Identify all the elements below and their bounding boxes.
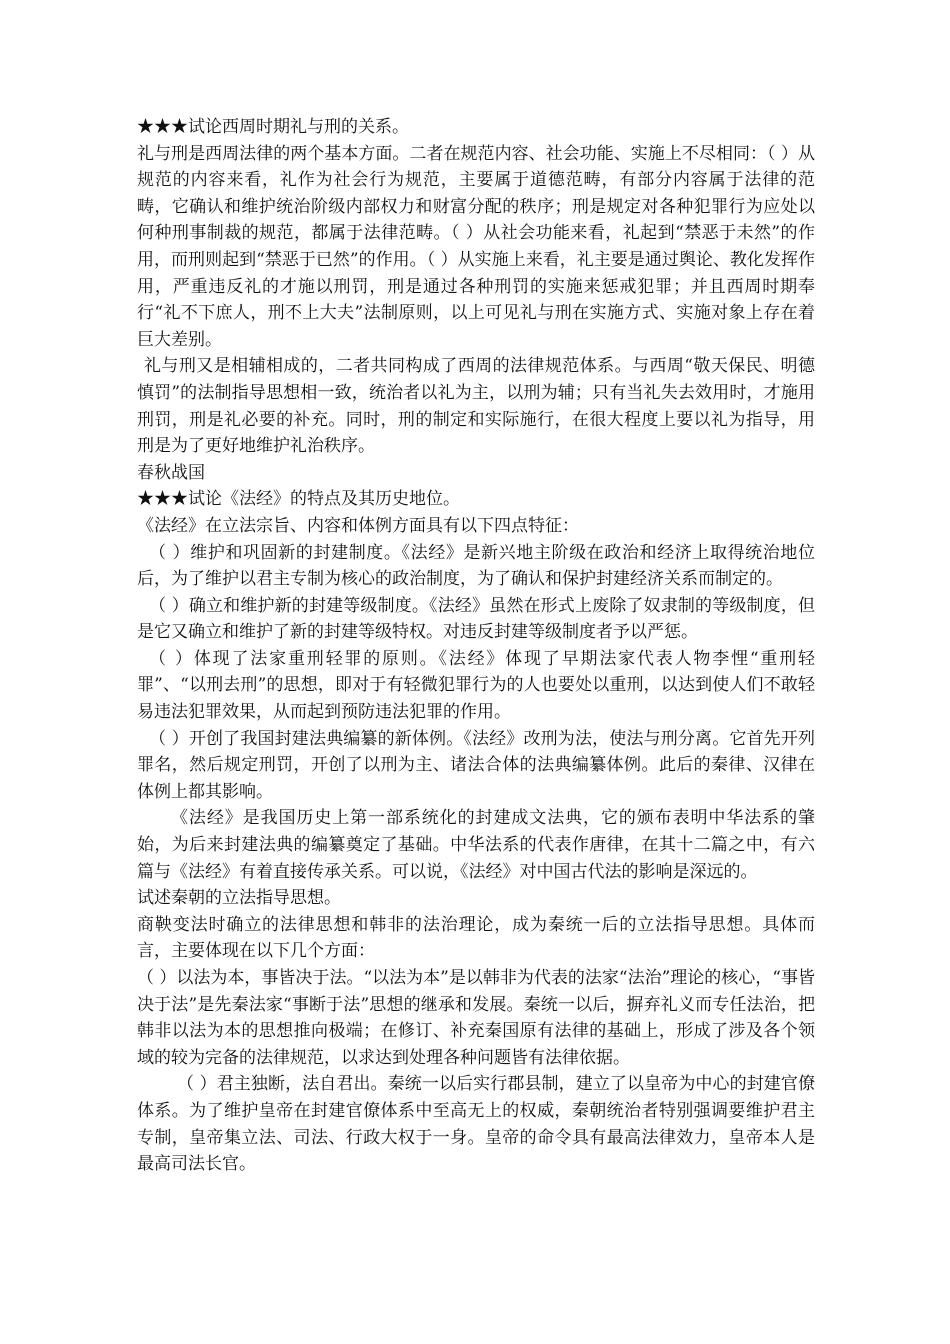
section-heading-spring-autumn: 春秋战国 xyxy=(137,462,205,483)
paragraph-fajing-intro: 《法经》在立法宗旨、内容和体例方面具有以下四点特征： xyxy=(137,515,579,536)
heading-qin-question: 试述秦朝的立法指导思想。 xyxy=(137,888,341,909)
paragraph-fajing-point-1: （ ）维护和巩固新的封建制度。《法经》是新兴地主阶级在政治和经济上取得统治地位后，为了维护以君主专制为核心的政治制度，为了确认和保护封建经济关系而制定的。 xyxy=(137,542,815,590)
paragraph-fajing-point-2: （ ）确立和维护新的封建等级制度。《法经》虽然在形式上废除了奴隶制的等级制度，但是它又确立和维护了新的封建等级特权。对违反封建等级制度者予以严惩。 xyxy=(137,595,815,643)
paragraph-fajing-point-4: （ ）开创了我国封建法典编纂的新体例。《法经》改刑为法，使法与刑分离。它首先开列罪名，然后规定刑罚，开创了以刑为主、诸法合体的法典编纂体例。此后的秦律、汉律在体例上都其影响。 xyxy=(137,728,815,802)
heading-western-zhou-question: ★★★试论西周时期礼与刑的关系。 xyxy=(137,117,409,137)
paragraph-li-xing-complement: 礼与刑又是相辅相成的，二者共同构成了西周的法律规范体系。与西周“敬天保民、明德慎罚”的法制指导思想相一致，统治者以礼为主，以刑为辅；只有当礼失去效用时，才施用刑罚，刑是礼必要的补充。同时，刑的制定和实际施行，在很大程度上要以礼为指导，用刑是为了更好地维护礼治秩序。 xyxy=(137,356,815,457)
heading-fajing-question: ★★★试论《法经》的特点及其历史地位。 xyxy=(137,489,460,510)
paragraph-qin-intro: 商鞅变法时确立的法律思想和韩非的法治理论，成为秦统一后的立法指导思想。具体而言，主要体现在以下几个方面： xyxy=(137,914,815,962)
paragraph-qin-point-2: （ ）君主独断，法自君出。秦统一以后实行郡县制，建立了以皇帝为中心的封建官僚体系。为了维护皇帝在封建官僚体系中至高无上的权威，秦朝统治者特别强调要维护君主专制，皇帝集立法、司法、行政大权于一身。皇帝的命令具有最高法律效力，皇帝本人是最高司法长官。 xyxy=(137,1074,815,1175)
paragraph-qin-point-1: （ ）以法为本，事皆决于法。“以法为本”是以韩非为代表的法家“法治”理论的核心，“事皆决于法”是先秦法家“事断于法”思想的继承和发展。秦统一以后，摒弃礼义而专任法治，把韩非以法为本的思想推向极端；在修订、补充秦国原有法律的基础上，形成了涉及各个领域的较为完备的法律规范，以求达到处理各种问题皆有法律依据。 xyxy=(137,968,815,1068)
paragraph-fajing-point-3: （ ）体现了法家重刑轻罪的原则。《法经》体现了早期法家代表人物李悝“重刑轻罪”、“以刑去刑”的思想，即对于有轻微犯罪行为的人也要处以重刑，以达到使人们不敢轻易违法犯罪效果，从而起到预防违法犯罪的作用。 xyxy=(137,648,815,723)
paragraph-fajing-significance: 《法经》是我国历史上第一部系统化的封建成文法典，它的颁布表明中华法系的肇始，为后来封建法典的编纂奠定了基础。中华法系的代表作唐律，在其十二篇之中，有六篇与《法经》有着直接传承关系。可以说，《法经》对中国古代法的影响是深远的。 xyxy=(137,808,815,882)
paragraph-li-xing-differences: 礼与刑是西周法律的两个基本方面。二者在规范内容、社会功能、实施上不尽相同：（ ）从规范的内容来看，礼作为社会行为规范，主要属于道德范畴，有部分内容属于法律的范畴，它确认和维护统治阶级内部权力和财富分配的秩序；刑是规定对各种犯罪行为应处以何种刑事制裁的规范，都属于法律范畴。（ ）从社会功能来看，礼起到“禁恶于未然”的作用，而刑则起到“禁恶于已然”的作用。（ ）从实施上来看，礼主要是通过舆论、教化发挥作用，严重违反礼的才施以刑罚，刑是通过各种刑罚的实施来惩戒犯罪；并且西周时期奉行“礼不下庶人，刑不上大夫”法制原则，以上可见礼与刑在实施方式、实施对象上存在着巨大差别。 xyxy=(137,143,815,350)
document-body xyxy=(137,114,815,1178)
